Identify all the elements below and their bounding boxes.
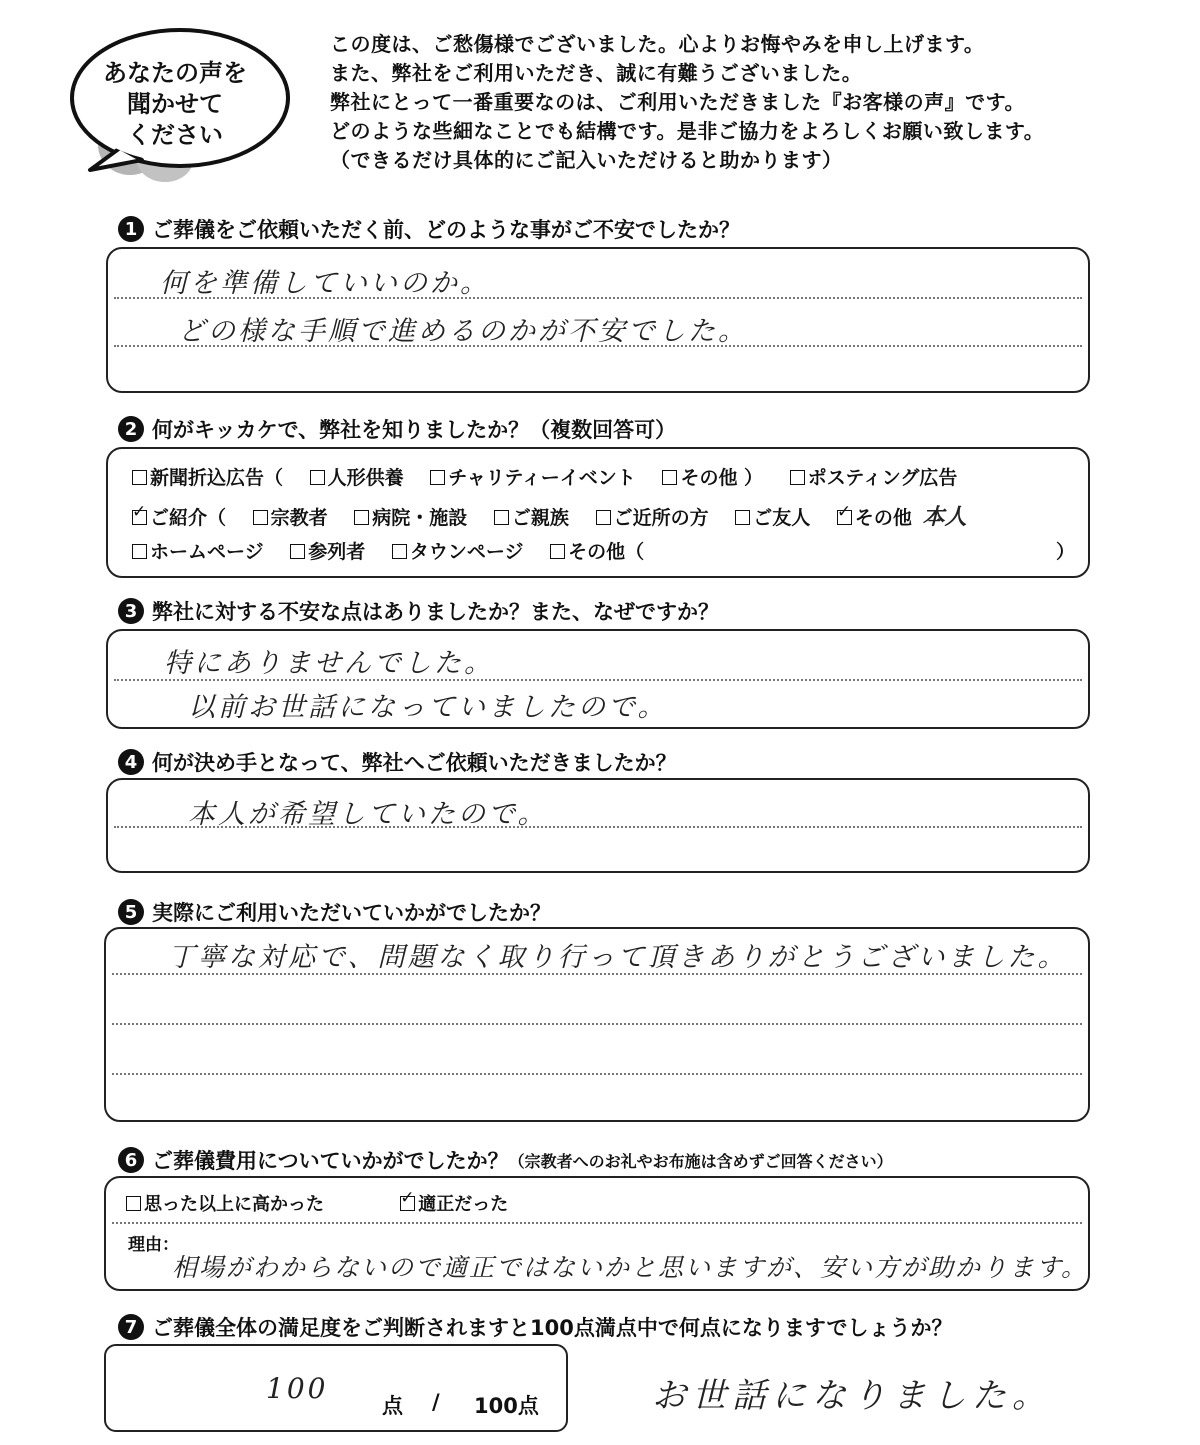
question-title: ご葬儀全体の満足度をご判断されますと100点満点中で何点になりますでしょうか？ bbox=[152, 1316, 953, 1340]
ruled-line bbox=[112, 1073, 1082, 1075]
question-title: 何が決め手となって、弊社へご依頼いただきましたか？ bbox=[152, 751, 677, 775]
question-7-heading bbox=[118, 1312, 952, 1342]
handwritten-answer: 以前お世話になっていましたので。 bbox=[188, 692, 668, 723]
checkbox-checked-icon[interactable] bbox=[837, 510, 852, 525]
question-title: ご葬儀費用についていかがでしたか？ bbox=[152, 1149, 509, 1173]
options-row bbox=[132, 537, 664, 564]
checkbox-icon[interactable] bbox=[290, 544, 305, 559]
question-title: 実際にご利用いただいていかがでしたか？ bbox=[152, 901, 551, 925]
checkbox-icon[interactable] bbox=[430, 470, 445, 485]
checkbox-icon[interactable] bbox=[596, 510, 611, 525]
option-referral[interactable]: ✓ご紹介（ bbox=[132, 507, 226, 529]
intro-line: また、弊社をご利用いただき、誠に有難うございました。 bbox=[330, 61, 863, 85]
handwritten-answer: 丁寧な対応で、問題なく取り行って頂きありがとうございました。 bbox=[168, 942, 1068, 973]
option-homepage[interactable]: ホームページ bbox=[132, 541, 264, 563]
handwritten-answer: 特にありませんでした。 bbox=[164, 648, 494, 679]
options-row bbox=[132, 500, 987, 531]
ruled-line bbox=[112, 1222, 1082, 1224]
question-title: 何がキッカケで、弊社を知りましたか？（複数回答可） bbox=[152, 418, 677, 442]
score-separator: / bbox=[432, 1390, 440, 1414]
answer-box-3[interactable] bbox=[106, 629, 1090, 729]
option-charity-event[interactable]: チャリティーイベント bbox=[430, 467, 636, 489]
intro-line: この度は、ご愁傷様でございました。心よりお悔やみを申し上げます。 bbox=[330, 32, 985, 56]
score-max: 100点 bbox=[474, 1394, 539, 1418]
question-title: 弊社に対する不安な点はありましたか？また、なぜですか？ bbox=[152, 600, 719, 624]
checkbox-icon[interactable] bbox=[392, 544, 407, 559]
question-title: ご葬儀をご依頼いただく前、どのような事がご不安でしたか？ bbox=[152, 218, 740, 242]
handwritten-score: 100 bbox=[266, 1372, 329, 1405]
paren-close: ） bbox=[1056, 541, 1076, 563]
checkbox-icon[interactable] bbox=[126, 1196, 141, 1211]
question-number: 6 bbox=[118, 1147, 144, 1173]
checkbox-icon[interactable] bbox=[735, 510, 750, 525]
checkbox-icon[interactable] bbox=[132, 544, 147, 559]
question-note: （宗教者へのお礼やお布施は含めずご回答ください） bbox=[508, 1151, 893, 1171]
question-number: 1 bbox=[118, 216, 144, 242]
bubble-line: 聞かせて bbox=[127, 90, 223, 118]
option-appropriate[interactable]: ✓ 適正だった bbox=[400, 1194, 508, 1215]
option-other[interactable]: その他 ） bbox=[662, 467, 763, 489]
option-relatives[interactable]: ご親族 bbox=[494, 507, 569, 529]
option-other-3[interactable]: その他（ bbox=[550, 541, 644, 563]
question-number: 7 bbox=[118, 1314, 144, 1340]
handwritten-answer: 相場がわからないので適正ではないかと思いますが、安い方が助かります。 bbox=[172, 1253, 1089, 1282]
checkbox-icon[interactable] bbox=[790, 470, 805, 485]
bubble-line: あなたの声を bbox=[103, 59, 247, 87]
answer-box-5[interactable] bbox=[104, 927, 1090, 1122]
checkbox-checked-icon[interactable] bbox=[400, 1196, 415, 1211]
question-number: 5 bbox=[118, 899, 144, 925]
source-options-box bbox=[106, 447, 1090, 578]
cost-box bbox=[104, 1176, 1090, 1291]
option-townpage[interactable]: タウンページ bbox=[392, 541, 524, 563]
bubble-line: ください bbox=[127, 121, 223, 149]
checkbox-icon[interactable] bbox=[354, 510, 369, 525]
handwritten-answer: どの様な手順で進めるのかが不安でした。 bbox=[178, 316, 748, 347]
option-other-2[interactable]: ✓ その他 bbox=[837, 507, 912, 529]
checkbox-icon[interactable] bbox=[550, 544, 565, 559]
option-religious[interactable]: 宗教者 bbox=[253, 507, 328, 529]
question-4-heading bbox=[118, 747, 677, 777]
option-attendee[interactable]: 参列者 bbox=[290, 541, 365, 563]
question-5-heading bbox=[118, 897, 551, 927]
answer-box-4[interactable] bbox=[106, 778, 1090, 873]
checkbox-checked-icon[interactable] bbox=[132, 510, 147, 525]
question-3-heading bbox=[118, 596, 719, 626]
options-row bbox=[132, 463, 977, 490]
option-expensive[interactable]: 思った以上に高かった bbox=[126, 1194, 324, 1215]
question-number: 4 bbox=[118, 749, 144, 775]
intro-text bbox=[330, 30, 1190, 175]
question-number: 3 bbox=[118, 598, 144, 624]
reason-label: 理由： bbox=[128, 1235, 179, 1255]
ruled-line bbox=[112, 1023, 1082, 1025]
option-friends[interactable]: ご友人 bbox=[735, 507, 810, 529]
option-posting-ad[interactable]: ポスティング広告 bbox=[790, 467, 958, 489]
question-1-heading bbox=[118, 214, 740, 244]
options-row bbox=[126, 1190, 528, 1216]
checkbox-icon[interactable] bbox=[662, 470, 677, 485]
checkbox-icon[interactable] bbox=[310, 470, 325, 485]
question-2-heading bbox=[118, 414, 676, 444]
handwritten-closing: お世話になりました。 bbox=[652, 1376, 1052, 1416]
handwritten-answer: 本人が希望していたので。 bbox=[188, 799, 548, 830]
handwritten-note: 本人 bbox=[922, 504, 967, 530]
intro-line: どのような些細なことでも結構です。是非ご協力をよろしくお願い致します。 bbox=[330, 119, 1045, 143]
question-6-heading bbox=[118, 1145, 893, 1175]
option-doll-memorial[interactable]: 人形供養 bbox=[310, 467, 404, 489]
score-box[interactable] bbox=[104, 1344, 568, 1432]
option-newspaper[interactable]: 新聞折込広告（ bbox=[132, 467, 283, 489]
checkbox-icon[interactable] bbox=[132, 470, 147, 485]
bubble-heading bbox=[70, 58, 280, 151]
checkbox-icon[interactable] bbox=[253, 510, 268, 525]
handwritten-answer: 何を準備していいのか。 bbox=[160, 268, 490, 299]
answer-box-1[interactable] bbox=[106, 247, 1090, 393]
score-unit: 点 bbox=[382, 1394, 403, 1418]
option-neighbors[interactable]: ご近所の方 bbox=[596, 507, 709, 529]
option-hospital[interactable]: 病院・施設 bbox=[354, 507, 467, 529]
question-number: 2 bbox=[118, 416, 144, 442]
checkbox-icon[interactable] bbox=[494, 510, 509, 525]
intro-line: （できるだけ具体的にご記入いただけると助かります） bbox=[330, 148, 843, 172]
intro-line: 弊社にとって一番重要なのは、ご利用いただきました『お客様の声』です。 bbox=[330, 90, 1025, 114]
